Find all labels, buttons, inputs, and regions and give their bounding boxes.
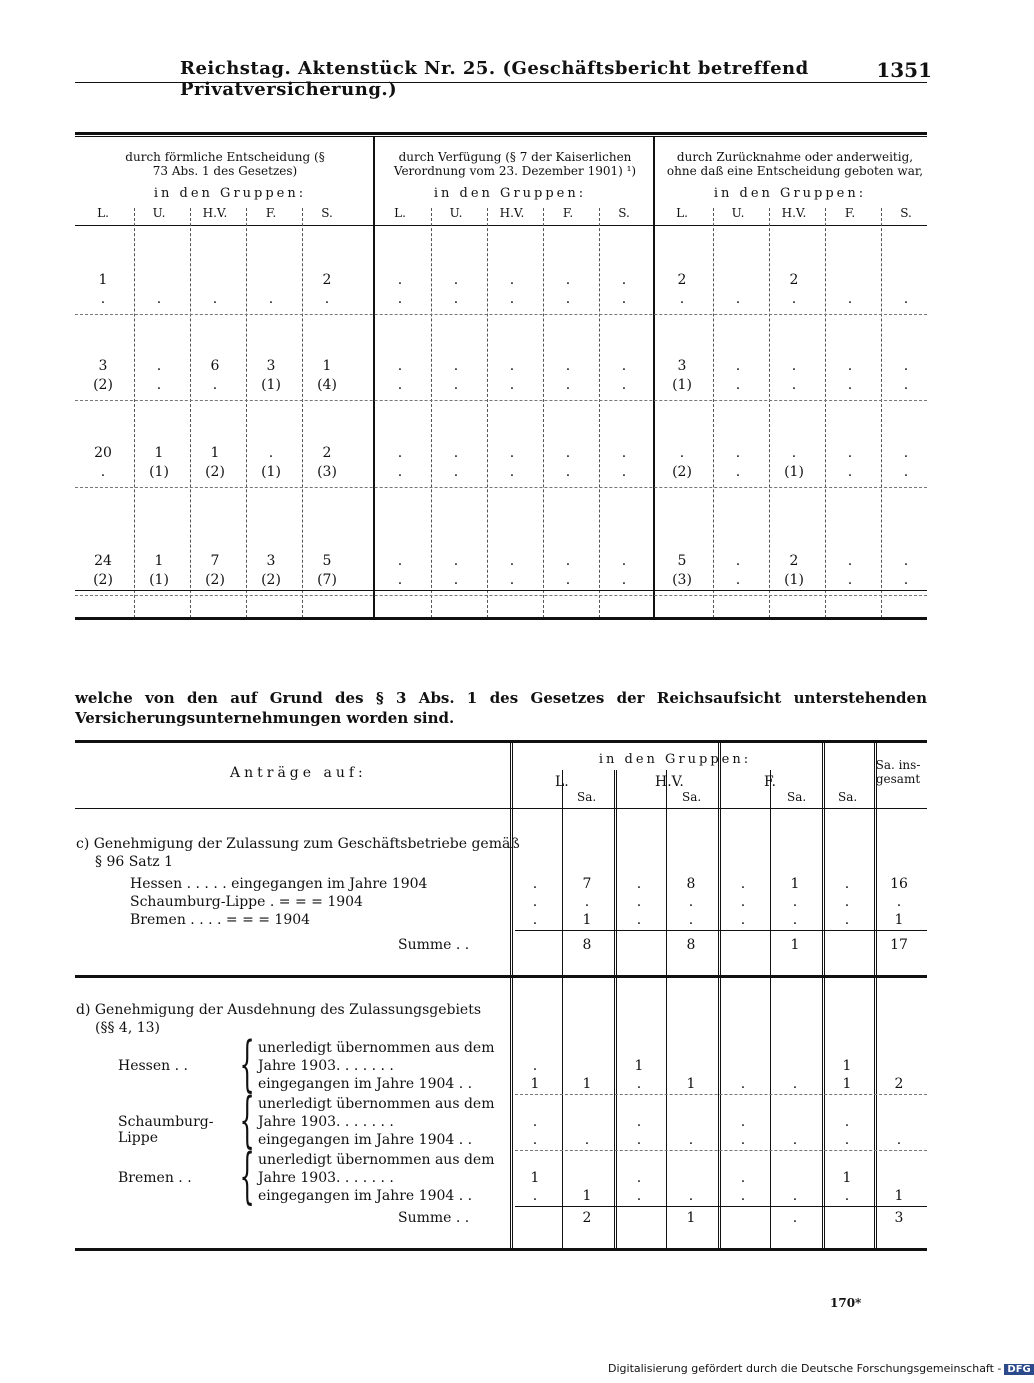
table1-divider-1 <box>373 136 375 620</box>
value-1904: . <box>688 1188 694 1204</box>
cell-bottom: . <box>156 291 162 307</box>
brace-icon: { <box>239 1029 255 1099</box>
col-header-verfuegung: durch Verfügung (§ 7 der Kaiserlichen Verordnung vom 23. Dezember 1901) ¹) <box>393 150 637 178</box>
t2-vdiv-label <box>510 740 513 1250</box>
value-1904: . <box>636 1188 642 1204</box>
value-1904: . <box>584 1132 590 1148</box>
group-label-c: in den Gruppen: <box>713 186 867 201</box>
cell-top: . <box>903 445 909 461</box>
cell-bottom: . <box>453 291 459 307</box>
sum-value: 1 <box>686 1210 696 1226</box>
cell-top: 2 <box>677 272 687 288</box>
cell-bottom: (1) <box>149 572 169 588</box>
cell-top: . <box>847 445 853 461</box>
t2-v1 <box>562 770 563 1250</box>
row-rule <box>75 400 927 401</box>
cell-top: 1 <box>98 272 108 288</box>
cell-bottom: . <box>397 572 403 588</box>
subcol-divider <box>190 208 191 618</box>
sa-f: Sa. <box>787 790 807 804</box>
cell-top: . <box>621 272 627 288</box>
cell-top: . <box>847 358 853 374</box>
value-1903: 1 <box>842 1058 852 1074</box>
sa-total-head: Sa. ins-gesamt <box>875 758 921 786</box>
cell-bottom: . <box>621 377 627 393</box>
value-1904: . <box>792 1132 798 1148</box>
subcol-divider <box>134 208 135 618</box>
cell-bottom: . <box>847 572 853 588</box>
value-1904: . <box>740 1188 746 1204</box>
value-1904: 1 <box>530 1076 540 1092</box>
cell-bottom: (2) <box>205 464 225 480</box>
line3: eingegangen im Jahre 1904 . . <box>258 1076 473 1092</box>
value-1904: . <box>844 1132 850 1148</box>
sec-c-sum-rule <box>515 930 927 931</box>
section-d-title: d) Genehmigung der Ausdehnung des Zulassungsgebiets <box>76 1002 482 1018</box>
subcol-label: F. <box>844 206 856 220</box>
cell-bottom: . <box>397 464 403 480</box>
value-1904: . <box>636 1132 642 1148</box>
col-header-zuruecknahme: durch Zurücknahme oder anderweitig, ohne daß eine Entscheidung geboten war, <box>666 150 924 178</box>
t2-v2 <box>614 770 617 1250</box>
cell-top: . <box>791 445 797 461</box>
cell-top: 7 <box>210 553 220 569</box>
cell-bottom: . <box>565 291 571 307</box>
subcol-divider <box>825 208 826 618</box>
cell-top: 2 <box>322 272 332 288</box>
cell-top: . <box>621 358 627 374</box>
subcol-label: S. <box>618 206 630 220</box>
row-value: 1 <box>790 876 800 892</box>
cell-top: . <box>847 553 853 569</box>
t2-v4 <box>718 740 721 1250</box>
cell-top: . <box>453 553 459 569</box>
row-value: . <box>688 912 694 928</box>
value-1903: 1 <box>842 1170 852 1186</box>
t2-head-rule <box>75 808 927 809</box>
sum-value: . <box>792 1210 798 1226</box>
subcol-label: L. <box>97 206 109 220</box>
group-hv: H.V. <box>655 774 684 790</box>
cell-bottom: (3) <box>672 572 692 588</box>
cell-top: . <box>453 272 459 288</box>
value-1904: . <box>740 1076 746 1092</box>
cell-bottom: . <box>621 572 627 588</box>
cell-bottom: (2) <box>261 572 281 588</box>
cell-top: . <box>397 553 403 569</box>
value-1903: . <box>740 1114 746 1130</box>
cell-top: 1 <box>210 445 220 461</box>
row-value: . <box>844 894 850 910</box>
cell-bottom: . <box>903 377 909 393</box>
section-c-title: c) Genehmigung der Zulassung zum Geschäftsbetriebe gemäß <box>76 836 520 852</box>
row-value: 1 <box>894 912 904 928</box>
dfg-logo: DFG <box>1004 1364 1033 1375</box>
value-1904: 1 <box>686 1076 696 1092</box>
t2-v5 <box>770 770 771 1250</box>
table2-head-left: Anträge auf: <box>230 765 367 781</box>
cell-bottom: . <box>509 572 515 588</box>
value-1904: . <box>740 1132 746 1148</box>
row-value: 7 <box>582 876 592 892</box>
col-header-formal: durch förmliche Entscheidung (§ 73 Abs. 1 des Gesetzes) <box>125 150 325 178</box>
cell-top: 5 <box>322 553 332 569</box>
cell-top: . <box>735 358 741 374</box>
group-f: F. <box>764 774 776 790</box>
cell-top: 3 <box>266 553 276 569</box>
cell-top: . <box>791 358 797 374</box>
cell-top: 20 <box>94 445 112 461</box>
subcol-label: H.V. <box>499 206 525 220</box>
table1-top-rule <box>75 132 927 135</box>
cell-bottom: . <box>509 464 515 480</box>
cell-bottom: . <box>100 464 106 480</box>
row-value: . <box>584 894 590 910</box>
running-title: Reichstag. Aktenstück Nr. 25. (Geschäftsbericht betreffend Privatversicherung.) <box>180 58 809 100</box>
subcol-label: S. <box>900 206 912 220</box>
cell-bottom: (1) <box>784 464 804 480</box>
cell-top: . <box>397 272 403 288</box>
cell-top: . <box>621 445 627 461</box>
group-l: L. <box>555 774 569 790</box>
cell-top: . <box>565 445 571 461</box>
cell-bottom: . <box>847 464 853 480</box>
subcol-label: S. <box>321 206 333 220</box>
subcol-divider <box>769 208 770 618</box>
value-1904: . <box>532 1188 538 1204</box>
value-1904: 2 <box>894 1076 904 1092</box>
subcol-label: U. <box>152 206 166 220</box>
cell-bottom: . <box>212 377 218 393</box>
cell-bottom: . <box>453 377 459 393</box>
subcol-label: F. <box>562 206 574 220</box>
row-value: . <box>792 912 798 928</box>
cell-bottom: . <box>791 291 797 307</box>
value-1903: . <box>844 1114 850 1130</box>
sa-s: Sa. <box>838 790 858 804</box>
cell-bottom: . <box>565 464 571 480</box>
block-name: Hessen . . <box>118 1058 188 1074</box>
cell-bottom: . <box>903 291 909 307</box>
row-label: Schaumburg-Lippe . = = = 1904 <box>130 894 363 910</box>
table2-top-rule <box>75 740 927 743</box>
line2: Jahre 1903. . . . . . . <box>258 1058 394 1074</box>
cell-top: . <box>509 445 515 461</box>
cell-top: . <box>621 553 627 569</box>
value-1903: . <box>636 1114 642 1130</box>
brace-icon: { <box>239 1085 255 1155</box>
subcol-divider <box>599 208 600 618</box>
section-c-title-2: § 96 Satz 1 <box>95 854 174 870</box>
value-1904: . <box>896 1132 902 1148</box>
cell-bottom: (1) <box>672 377 692 393</box>
sum-value: 8 <box>686 937 696 953</box>
cell-bottom: . <box>847 291 853 307</box>
cell-top: . <box>156 358 162 374</box>
row-rule <box>75 595 927 596</box>
cell-top: 3 <box>266 358 276 374</box>
table1-end-rule <box>75 617 927 620</box>
section-d-title-2: (§§ 4, 13) <box>95 1020 160 1036</box>
block-rule <box>515 1094 927 1095</box>
value-1903: . <box>740 1170 746 1186</box>
cell-bottom: . <box>509 377 515 393</box>
value-1904: . <box>636 1076 642 1092</box>
row-value: . <box>740 912 746 928</box>
line1: unerledigt übernommen aus dem <box>258 1040 495 1056</box>
row-value: . <box>740 876 746 892</box>
cell-bottom: (2) <box>672 464 692 480</box>
cell-top: 5 <box>677 553 687 569</box>
value-1904: . <box>688 1132 694 1148</box>
subcol-label: H.V. <box>202 206 228 220</box>
sum-value: 8 <box>582 937 592 953</box>
subcol-divider <box>543 208 544 618</box>
cell-bottom: . <box>621 291 627 307</box>
table1-bottom-rule <box>75 590 927 591</box>
brace-icon: { <box>239 1141 255 1211</box>
footer-text: Digitalisierung gefördert durch die Deutsche Forschungsgemeinschaft - <box>608 1362 1002 1375</box>
cell-bottom: . <box>847 377 853 393</box>
cell-bottom: (3) <box>317 464 337 480</box>
cell-top: . <box>453 358 459 374</box>
t2-v6 <box>822 740 825 1250</box>
cell-top: 1 <box>154 553 164 569</box>
cell-bottom: (1) <box>261 464 281 480</box>
row-value: . <box>896 894 902 910</box>
cell-bottom: (1) <box>261 377 281 393</box>
cell-top: 1 <box>154 445 164 461</box>
subcol-label: U. <box>731 206 745 220</box>
group-label-a: in den Gruppen: <box>153 186 307 201</box>
section-d-sum-label: Summe . . <box>398 1210 470 1226</box>
subcol-label: H.V. <box>781 206 807 220</box>
cell-bottom: . <box>735 572 741 588</box>
cell-top: . <box>735 445 741 461</box>
cell-bottom: . <box>397 291 403 307</box>
cell-bottom: (2) <box>205 572 225 588</box>
row-value: 8 <box>686 876 696 892</box>
table2-caption: welche von den auf Grund des § 3 Abs. 1 des Gesetzes der Reichsaufsicht unterstehenden Versicherungsunternehmungen worden sind. <box>75 689 927 727</box>
row-rule <box>75 314 927 315</box>
sum-value: 17 <box>890 937 908 953</box>
row-value: . <box>844 912 850 928</box>
cell-top: . <box>679 445 685 461</box>
footer-credit <box>608 1362 1034 1375</box>
sec-d-sum-rule <box>515 1206 927 1207</box>
cell-top: 6 <box>210 358 220 374</box>
cell-top: 2 <box>322 445 332 461</box>
t2-v7 <box>874 740 877 1250</box>
table1-top-rule-2 <box>75 136 927 137</box>
value-1904: 1 <box>582 1188 592 1204</box>
value-1904: 1 <box>582 1076 592 1092</box>
cell-top: 3 <box>677 358 687 374</box>
cell-bottom: . <box>565 572 571 588</box>
cell-bottom: . <box>621 464 627 480</box>
subcol-divider <box>246 208 247 618</box>
line1: unerledigt übernommen aus dem <box>258 1096 495 1112</box>
sum-value: 1 <box>790 937 800 953</box>
cell-top: . <box>509 272 515 288</box>
cell-top: 2 <box>789 272 799 288</box>
cell-bottom: . <box>453 464 459 480</box>
value-1904: . <box>844 1188 850 1204</box>
cell-top: . <box>565 358 571 374</box>
row-rule <box>75 487 927 488</box>
value-1903: . <box>636 1170 642 1186</box>
block-name: Bremen . . <box>118 1170 192 1186</box>
line2: Jahre 1903. . . . . . . <box>258 1170 394 1186</box>
t2-v3 <box>666 770 667 1250</box>
cell-bottom: . <box>397 377 403 393</box>
cell-bottom: . <box>735 464 741 480</box>
sa-l: Sa. <box>577 790 597 804</box>
cell-bottom: . <box>735 377 741 393</box>
cell-top: 24 <box>94 553 112 569</box>
cell-bottom: . <box>791 377 797 393</box>
cell-top: . <box>735 553 741 569</box>
cell-top: . <box>903 358 909 374</box>
cell-bottom: . <box>565 377 571 393</box>
line2: Jahre 1903. . . . . . . <box>258 1114 394 1130</box>
block-rule <box>515 1150 927 1151</box>
cell-top: . <box>903 553 909 569</box>
table1-divider-2 <box>653 136 655 620</box>
value-1903: . <box>532 1114 538 1130</box>
cell-bottom: . <box>903 464 909 480</box>
table1-subheader-rule <box>75 225 927 226</box>
cell-bottom: . <box>324 291 330 307</box>
group-label-b: in den Gruppen: <box>433 186 587 201</box>
page-mark: 170* <box>830 1296 862 1310</box>
line3: eingegangen im Jahre 1904 . . <box>258 1132 473 1148</box>
sa-hv: Sa. <box>682 790 702 804</box>
sec-c-end-rule <box>75 975 927 978</box>
row-value: . <box>688 894 694 910</box>
cell-top: 2 <box>789 553 799 569</box>
cell-top: . <box>268 445 274 461</box>
cell-bottom: . <box>679 291 685 307</box>
cell-top: 3 <box>98 358 108 374</box>
sum-value: 2 <box>582 1210 592 1226</box>
table2-group-label: in den Gruppen: <box>598 752 752 767</box>
subcol-divider <box>713 208 714 618</box>
value-1903: . <box>532 1058 538 1074</box>
subcol-label: L. <box>394 206 406 220</box>
row-value: . <box>636 876 642 892</box>
cell-bottom: . <box>268 291 274 307</box>
cell-top: . <box>565 272 571 288</box>
value-1904: . <box>532 1132 538 1148</box>
section-c-sum-label: Summe . . <box>398 937 470 953</box>
subcol-divider <box>302 208 303 618</box>
cell-bottom: . <box>509 291 515 307</box>
cell-top: . <box>397 358 403 374</box>
row-value: . <box>532 912 538 928</box>
line1: unerledigt übernommen aus dem <box>258 1152 495 1168</box>
table2-end-rule <box>75 1248 927 1251</box>
value-1904: 1 <box>894 1188 904 1204</box>
row-value: . <box>636 894 642 910</box>
value-1903: 1 <box>530 1170 540 1186</box>
cell-bottom: . <box>453 572 459 588</box>
cell-bottom: . <box>903 572 909 588</box>
sum-value: 3 <box>894 1210 904 1226</box>
cell-bottom: . <box>212 291 218 307</box>
cell-bottom: (1) <box>149 464 169 480</box>
subcol-label: L. <box>676 206 688 220</box>
cell-bottom: (1) <box>784 572 804 588</box>
row-value: . <box>532 894 538 910</box>
cell-bottom: (4) <box>317 377 337 393</box>
cell-top: . <box>509 553 515 569</box>
cell-top: . <box>453 445 459 461</box>
value-1903: 1 <box>634 1058 644 1074</box>
subcol-divider <box>881 208 882 618</box>
subcol-label: U. <box>449 206 463 220</box>
cell-bottom: . <box>156 377 162 393</box>
cell-top: . <box>509 358 515 374</box>
cell-bottom: . <box>100 291 106 307</box>
value-1904: . <box>792 1188 798 1204</box>
row-label: Hessen . . . . . eingegangen im Jahre 1904 <box>130 876 428 892</box>
cell-top: 1 <box>322 358 332 374</box>
cell-bottom: (2) <box>93 572 113 588</box>
row-value: . <box>636 912 642 928</box>
subcol-divider <box>431 208 432 618</box>
row-value: . <box>532 876 538 892</box>
row-value: . <box>792 894 798 910</box>
header-rule <box>75 82 927 83</box>
cell-bottom: (2) <box>93 377 113 393</box>
cell-top: . <box>397 445 403 461</box>
value-1904: . <box>792 1076 798 1092</box>
subcol-label: F. <box>265 206 277 220</box>
cell-bottom: . <box>735 291 741 307</box>
row-value: . <box>844 876 850 892</box>
page-number: 1351 <box>876 58 932 82</box>
row-value: 16 <box>890 876 908 892</box>
subcol-divider <box>487 208 488 618</box>
cell-bottom: (7) <box>317 572 337 588</box>
row-value: . <box>740 894 746 910</box>
row-value: 1 <box>582 912 592 928</box>
block-name: Schaumburg-Lippe <box>118 1114 214 1146</box>
value-1904: 1 <box>842 1076 852 1092</box>
line3: eingegangen im Jahre 1904 . . <box>258 1188 473 1204</box>
row-label: Bremen . . . . = = = 1904 <box>130 912 311 928</box>
cell-top: . <box>565 553 571 569</box>
